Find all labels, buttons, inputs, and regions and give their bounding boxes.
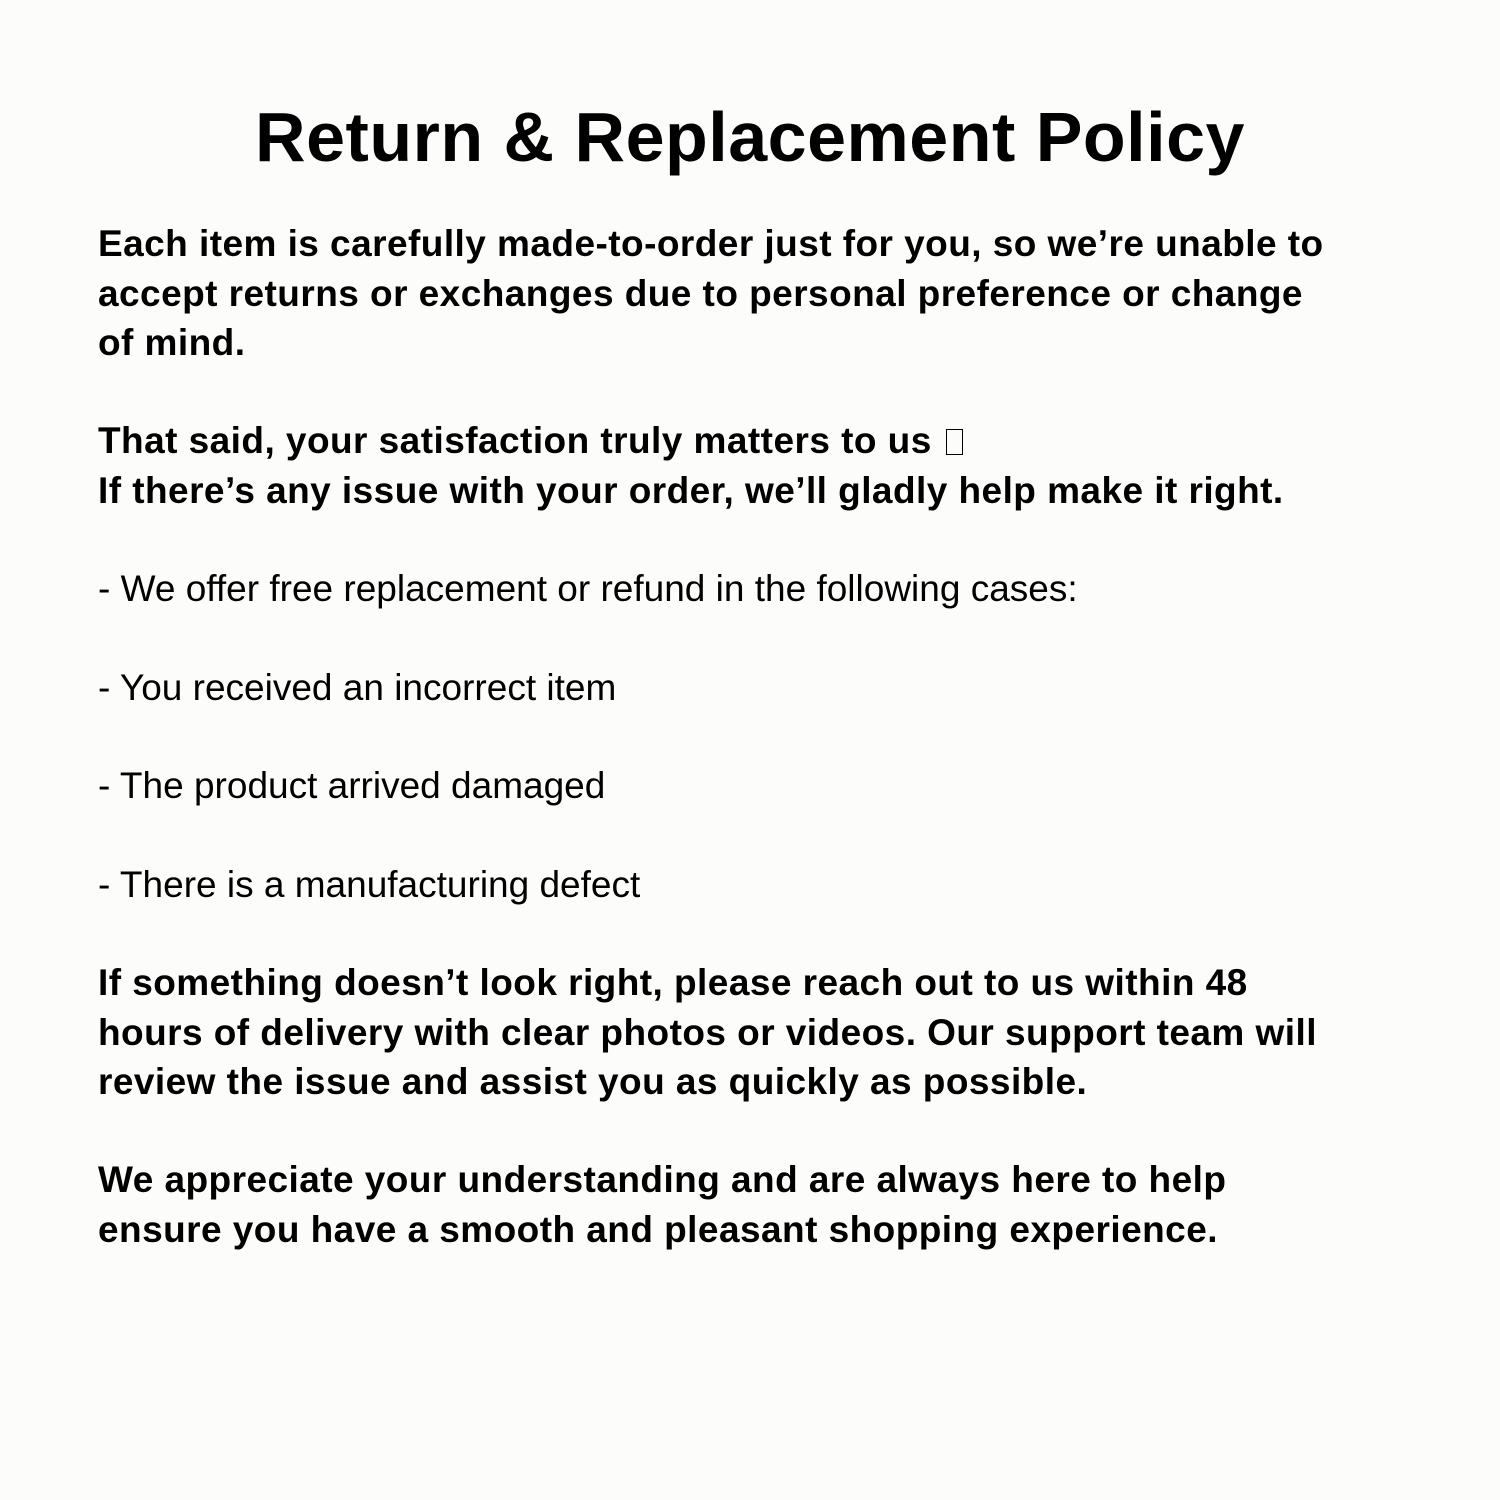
- contact-line-2: hours of delivery with clear photos or videos. Our support team will: [98, 1011, 1317, 1053]
- contact-line-1: If something doesn’t look right, please reach out to us within 48: [98, 962, 1248, 1003]
- case-item-defect: - There is a manufacturing defect: [98, 864, 641, 905]
- intro-paragraph: [98, 219, 1418, 368]
- page-title: Return & Replacement Policy: [255, 98, 1245, 176]
- intro-line-2: accept returns or exchanges due to personal preference or change: [98, 272, 1303, 314]
- intro-line-3: of mind.: [98, 322, 246, 363]
- closing-line-2: ensure you have a smooth and pleasant shopping experience.: [98, 1208, 1218, 1250]
- closing-line-1: We appreciate your understanding and are always here to help: [98, 1159, 1227, 1200]
- satisfaction-line-1: [98, 416, 1418, 466]
- case-item-incorrect: - You received an incorrect item: [98, 667, 617, 708]
- satisfaction-line-2: If there’s any issue with your order, we’ll gladly help make it right.: [98, 469, 1284, 511]
- cases-heading: - We offer free replacement or refund in the following cases:: [98, 568, 1078, 609]
- contact-line-3: review the issue and assist you as quickly as possible.: [98, 1061, 1088, 1102]
- missing-glyph-icon: [946, 429, 963, 455]
- satisfaction-line-1-text: That said, your satisfaction truly matters to us: [98, 420, 932, 461]
- intro-line-1: Each item is carefully made-to-order just for you, so we’re unable to: [98, 223, 1324, 264]
- case-item-damaged: - The product arrived damaged: [98, 765, 606, 806]
- closing-paragraph: [98, 1155, 1418, 1254]
- contact-paragraph: [98, 958, 1418, 1107]
- satisfaction-paragraph: [98, 416, 1418, 515]
